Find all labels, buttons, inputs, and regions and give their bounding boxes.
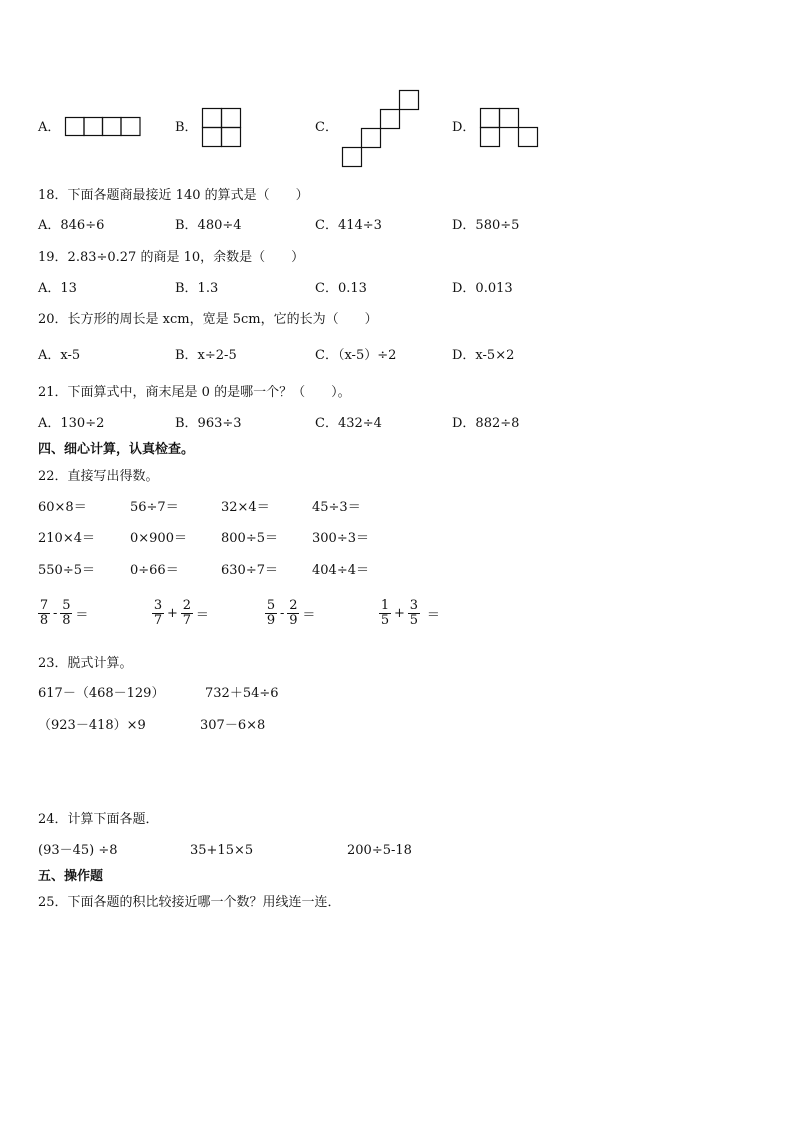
q17-option-a-label: A．: [38, 120, 61, 135]
q25-stem: 25．下面各题的积比较接近哪一个数？用线连一连．: [38, 895, 341, 910]
fraction: 5 8: [62, 598, 71, 628]
fraction: 2 9: [289, 598, 298, 628]
q22-fraction-expression: 5 9 - 2 9 ＝: [266, 598, 316, 628]
q22-item: 630÷7＝: [221, 563, 278, 578]
q24-stem: 24．计算下面各题．: [38, 812, 159, 827]
q20-option-b[interactable]: B．x÷2-5: [175, 348, 237, 363]
q22-item: 0÷66＝: [130, 563, 179, 578]
q18-option-b[interactable]: B．480÷4: [175, 218, 242, 233]
q19-option-c[interactable]: C．0.13: [315, 281, 367, 296]
q22-item: 0×900＝: [130, 531, 187, 546]
q21-option-a[interactable]: A．130÷2: [38, 416, 105, 431]
q23-item: 617－（468－129）: [38, 686, 165, 701]
q19-option-d[interactable]: D．0.013: [452, 281, 513, 296]
q19-stem: 19．2.83÷0.27 的商是 10，余数是（ ）: [38, 250, 305, 265]
q22-item: 45÷3＝: [312, 500, 361, 515]
q24-item: 200÷5-18: [347, 843, 412, 858]
fraction: 3 5: [409, 598, 419, 628]
q22-item: 210×4＝: [38, 531, 95, 546]
q22-fraction-expression: 7 8 - 5 8 ＝: [39, 598, 89, 628]
q18-option-d[interactable]: D．580÷5: [452, 218, 520, 233]
q17-option-b-figure: [202, 108, 242, 148]
q21-option-c[interactable]: C．432÷4: [315, 416, 382, 431]
q22-fraction-expression: 3 7 + 2 7 ＝: [153, 598, 209, 628]
q22-item: 60×8＝: [38, 500, 87, 515]
q20-option-c[interactable]: C．（x-5）÷2: [315, 348, 397, 363]
q19-option-b[interactable]: B．1.3: [175, 281, 219, 296]
q17-option-d-label: D．: [452, 120, 476, 135]
q22-item: 550÷5＝: [38, 563, 95, 578]
fraction: 2 7: [182, 598, 192, 628]
q24-item: 35+15×5: [190, 843, 254, 858]
section5-title: 五、操作题: [38, 869, 104, 884]
q22-item: 800÷5＝: [221, 531, 278, 546]
q22-item: 404÷4＝: [312, 563, 369, 578]
q17-option-c-figure: [342, 90, 420, 168]
q22-item: 300÷3＝: [312, 531, 369, 546]
q17-option-c-label: C．: [315, 120, 338, 135]
q18-option-a[interactable]: A．846÷6: [38, 218, 105, 233]
q19-option-a[interactable]: A．13: [38, 281, 77, 296]
q17-option-d-figure: [480, 108, 540, 148]
fraction: 5 9: [266, 598, 276, 628]
q23-stem: 23．脱式计算。: [38, 656, 133, 671]
q23-item: （923－418）×9: [38, 718, 146, 733]
q20-option-a[interactable]: A．x-5: [38, 348, 81, 363]
q18-option-c[interactable]: C．414÷3: [315, 218, 382, 233]
fraction: 1 5: [380, 598, 390, 628]
q22-fraction-expression: 1 5 + 3 5 ＝: [380, 598, 440, 628]
q23-item: 307－6×8: [200, 718, 266, 733]
q18-stem: 18．下面各题商最接近 140 的算式是（ ）: [38, 188, 309, 203]
q17-option-b-label: B．: [175, 120, 198, 135]
q20-stem: 20．长方形的周长是 xcm，宽是 5cm，它的长为（ ）: [38, 312, 378, 327]
q23-item: 732＋54÷6: [205, 686, 279, 701]
q21-option-d[interactable]: D．882÷8: [452, 416, 520, 431]
q21-stem: 21．下面算式中，商末尾是 0 的是哪一个？（ ）。: [38, 385, 351, 400]
q22-stem: 22．直接写出得数。: [38, 469, 159, 484]
fraction: 7 8: [39, 598, 49, 628]
q22-item: 32×4＝: [221, 500, 270, 515]
section4-title: 四、细心计算，认真检查。: [38, 442, 195, 457]
q17-option-a-figure: [65, 117, 141, 137]
fraction: 3 7: [153, 598, 163, 628]
q24-item: (93－45) ÷8: [38, 843, 118, 858]
q22-item: 56÷7＝: [130, 500, 179, 515]
q21-option-b[interactable]: B．963÷3: [175, 416, 242, 431]
q20-option-d[interactable]: D．x-5×2: [452, 348, 515, 363]
